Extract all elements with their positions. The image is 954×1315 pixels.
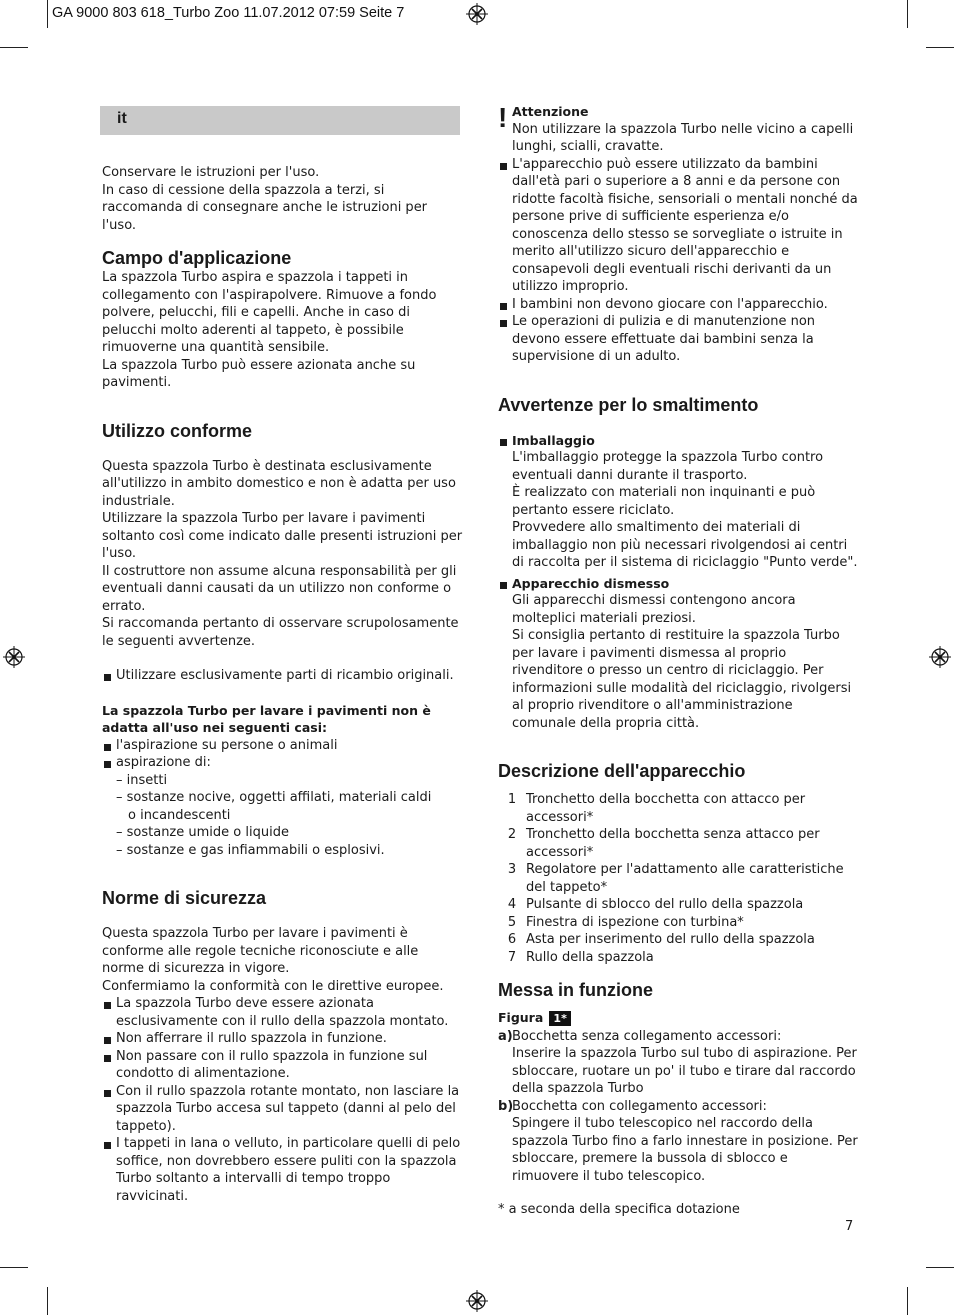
section-title: Messa in funzione	[498, 980, 654, 1000]
dash-item: – sostanze e gas infiammabili o esplosivi.	[116, 842, 385, 858]
language-code: it	[117, 110, 127, 127]
paragraph: L'imballaggio protegge la spazzola Turbo contro eventuali danni durante il trasporto.	[512, 450, 824, 483]
paragraph: Inserire la spazzola Turbo sul tubo di aspirazione. Per sbloccare, ruotare un po' il tubo e tirare dal raccordo della spazzola Turbo	[512, 1046, 857, 1096]
dash-item: – insetti	[116, 772, 168, 788]
paragraph: Si raccomanda pertanto di osservare scrupolosamente le seguenti avvertenze.	[102, 616, 459, 649]
bullet-heading: Apparecchio dismesso	[498, 575, 858, 593]
paragraph: Questa spazzola Turbo per lavare i pavimenti è conforme alle regole tecniche riconosciute e alle norme di sicurezza in vigore.	[102, 926, 419, 976]
bullet-item: aspirazione di:	[102, 754, 464, 772]
attention-text: Non utilizzare la spazzola Turbo nelle vicino a capelli lunghi, scialli, cravatte.	[512, 121, 854, 154]
print-header: GA 9000 803 618_Turbo Zoo 11.07.2012 07:59 Seite 7	[52, 5, 405, 21]
bullet-item: Le operazioni di pulizia e di manutenzione non devono essere effettuate dai bambini senza la supervisione di un adulto.	[498, 313, 858, 366]
footnote: * a seconda della specifica dotazione	[498, 1202, 740, 1217]
right-column	[498, 103, 858, 1219]
section-title: Avvertenze per lo smaltimento	[498, 394, 759, 415]
bullet-heading: Imballaggio	[498, 432, 858, 450]
list-item: 1 Tronchetto della bocchetta con attacco per accessori*	[507, 792, 806, 825]
crop-mark	[926, 47, 954, 48]
bullet-item: L'apparecchio può essere utilizzato da bambini dall'età pari o superiore a 8 anni e da persone con ridotte facoltà fisiche, sensoriali o mentali nonché da persone prive di sufficiente esperienza e/o conoscenza dello stesso se sorvegliate o istruite in merito all'utilizzo sicuro dell'apparecchio e consapevoli degli eventuali rischi derivanti da un utilizzo improprio.	[498, 156, 858, 296]
registration-mark-icon	[3, 646, 25, 668]
paragraph: La spazzola Turbo può essere azionata anche su pavimenti.	[102, 357, 416, 390]
attention-title: Attenzione	[512, 104, 589, 119]
section-title: Descrizione dell'apparecchio	[498, 761, 746, 781]
list-item: 6 Asta per inserimento del rullo della spazzola	[507, 932, 815, 947]
paragraph: Gli apparecchi dismessi contengono ancora molteplici materiali preziosi.	[512, 593, 796, 626]
list-item: 4 Pulsante di sblocco del rullo della spazzola	[507, 897, 804, 912]
page-number: 7	[845, 1219, 854, 1234]
crop-mark	[47, 1287, 48, 1315]
paragraph: È realizzato con materiali non inquinanti e può pertanto essere riciclato.	[512, 485, 816, 518]
registration-mark-icon	[466, 3, 488, 25]
section-title: Utilizzo conforme	[102, 420, 253, 441]
paragraph: Questa spazzola Turbo è destinata esclusivamente all'utilizzo in ambito domestico e non è adatta per uso industriale.	[102, 458, 456, 509]
figure-ref: Figura 1*	[498, 1009, 858, 1028]
paragraph: Provvedere allo smaltimento dei materiali di imballaggio non più necessari rivolgendosi ai centri di raccolta per il sistema di riciclaggio "Punto verde".	[512, 520, 858, 570]
intro-line: Conservare le istruzioni per l'uso.	[102, 165, 320, 180]
dash-item: – sostanze nocive, oggetti affilati, materiali caldi	[116, 790, 432, 805]
dash-item: o incandescenti	[128, 807, 231, 823]
list-item: 3 Regolatore per l'adattamento alle caratteristiche del tappeto*	[507, 862, 844, 895]
bullet-item: Non passare con il rullo spazzola in funzione sul condotto di alimentazione.	[102, 1048, 464, 1083]
list-item: 5 Finestra di ispezione con turbina*	[507, 914, 744, 930]
step-a: a) Bocchetta senza collegamento accessori:	[498, 1028, 782, 1044]
registration-mark-icon	[466, 1290, 488, 1312]
bullet-item: Non afferrare il rullo spazzola in funzione.	[102, 1030, 464, 1048]
bullet-item: La spazzola Turbo deve essere azionata esclusivamente con il rullo della spazzola montato.	[102, 995, 464, 1030]
paragraph: Si consiglia pertanto di restituire la spazzola Turbo per lavare i pavimenti dismessa al proprio rivenditore o presso un centro di riciclaggio. Per informazioni sulle modalità del riciclaggio, rivolgersi al proprio rivenditore o all'amministrazione comunale della propria città.	[512, 628, 852, 731]
section-title: Campo d'applicazione	[102, 248, 292, 268]
crop-mark	[47, 0, 48, 28]
crop-mark	[907, 1287, 908, 1315]
step-b: b) Bocchetta con collegamento accessori:	[498, 1098, 767, 1114]
registration-mark-icon	[929, 646, 951, 668]
paragraph: La spazzola Turbo aspira e spazzola i tappeti in collegamento con l'aspirapolvere. Rimuove a fondo polvere, pelucchi, fili e capelli. Anche in caso di pelucchi molto aderenti al tappeto, è possibile rimuoverne una quantità sensibile.	[102, 270, 437, 355]
bullet-item: I tappeti in lana o velluto, in particolare quelli di pelo soffice, non dovrebbero essere puliti con la spazzola Turbo soltanto a intervalli di tempo troppo ravvicinati.	[102, 1135, 464, 1205]
list-item: 7 Rullo della spazzola	[507, 949, 654, 965]
figure-number: 1*	[549, 1011, 570, 1026]
paragraph: Confermiamo la conformità con le direttive europee.	[102, 978, 444, 994]
list-item: 2 Tronchetto della bocchetta senza attacco per accessori*	[507, 827, 820, 860]
exclamation-icon: !	[498, 102, 508, 133]
section-title: Norme di sicurezza	[102, 888, 267, 908]
crop-mark	[926, 1267, 954, 1268]
paragraph: Il costruttore non assume alcuna responsabilità per gli eventuali danni causati da un utilizzo non conforme o errato.	[102, 563, 457, 614]
bullet-item: I bambini non devono giocare con l'apparecchio.	[498, 296, 858, 314]
crop-mark	[907, 0, 908, 28]
crop-mark	[0, 1267, 28, 1268]
intro-line: In caso di cessione della spazzola a terzi, si raccomanda di consegnare anche le istruzioni per l'uso.	[102, 182, 428, 233]
bullet-item: Con il rullo spazzola rotante montato, non lasciare la spazzola Turbo accesa sul tappeto (danni al pelo del tappeto).	[102, 1083, 464, 1136]
bullet-item: Utilizzare esclusivamente parti di ricambio originali.	[102, 667, 464, 685]
paragraph: Utilizzare la spazzola Turbo per lavare i pavimenti soltanto così come indicato dalle presenti istruzioni per l'uso.	[102, 511, 463, 561]
left-column	[102, 164, 464, 1205]
language-bar	[100, 106, 460, 135]
crop-mark	[0, 47, 28, 48]
paragraph: Spingere il tubo telescopico nel raccordo della spazzola Turbo fino a farlo innestare in posizione. Per sbloccare, premere la bussola di sblocco e rimuovere il tubo telescopico.	[512, 1116, 858, 1184]
warning-text: La spazzola Turbo per lavare i pavimenti non è adatta all'uso nei seguenti casi:	[102, 702, 431, 735]
bullet-item: l'aspirazione su persone o animali	[102, 737, 464, 755]
dash-item: – sostanze umide o liquide	[116, 825, 289, 840]
